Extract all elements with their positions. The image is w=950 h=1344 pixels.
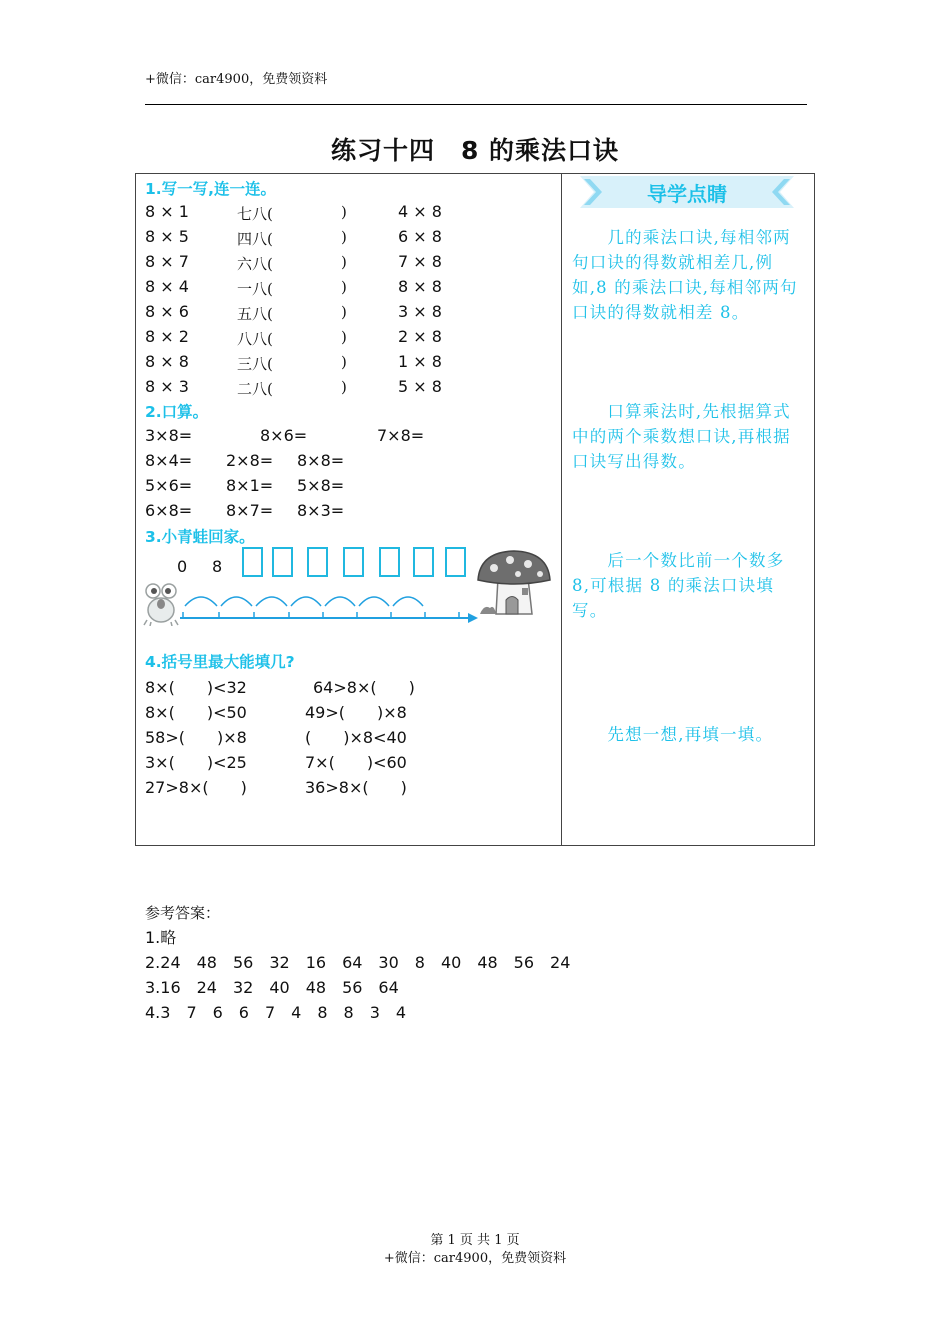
- start-number: 0: [177, 557, 188, 576]
- inequality: 7×( )<60: [305, 753, 407, 772]
- answer-box[interactable]: [242, 547, 263, 577]
- rhyme-label: 六八(: [237, 255, 273, 273]
- banner-text: 导学点睛: [647, 182, 727, 206]
- page-title: 练习十四 8 的乘法口诀: [330, 136, 620, 165]
- calc-item: 8×7=: [226, 501, 274, 520]
- expression: 8 × 6: [145, 302, 189, 321]
- rhyme-label: 五八(: [237, 305, 273, 323]
- calc-item: 6×8=: [145, 501, 193, 520]
- inequality: 58>( )×8: [145, 728, 247, 747]
- expression: 8 × 7: [145, 252, 189, 271]
- section-4-title: 4.括号里最大能填几?: [145, 653, 295, 671]
- rhyme-label: 七八(: [237, 205, 273, 223]
- tip-4: 先想一想,再填一填。: [572, 725, 774, 744]
- inequality: 64>8×( ): [313, 678, 415, 697]
- expression: 5 × 8: [398, 377, 442, 396]
- inequality: 3×( )<25: [145, 753, 247, 772]
- section-2-title: 2.口算。: [145, 403, 209, 421]
- expression: 8 × 3: [145, 377, 189, 396]
- mushroom-house-icon: [474, 548, 554, 620]
- rhyme-close: ): [341, 353, 347, 371]
- calc-item: 8×8=: [297, 451, 345, 470]
- expression: 2 × 8: [398, 327, 442, 346]
- tip-2: 口算乘法时,先根据算式中的两个乘数想口诀,再根据口诀写出得数。: [572, 402, 791, 471]
- inequality: ( )×8<40: [305, 728, 407, 747]
- answer-box[interactable]: [413, 547, 434, 577]
- section-1-title: 1.写一写,连一连。: [145, 180, 277, 198]
- tip-1: 几的乘法口诀,每相邻两句口诀的得数就相差几,例如,8 的乘法口诀,每相邻两句口诀的得数就相差 8。: [572, 228, 798, 322]
- rhyme-close: ): [341, 253, 347, 271]
- answers-heading: 参考答案：: [145, 904, 221, 922]
- expression: 8 × 5: [145, 227, 189, 246]
- answer-box[interactable]: [379, 547, 400, 577]
- start-number: 8: [212, 557, 223, 576]
- expression: 6 × 8: [398, 227, 442, 246]
- rhyme-label: 四八(: [237, 230, 273, 248]
- calc-item: 3×8=: [145, 426, 193, 445]
- rhyme-close: ): [341, 228, 347, 246]
- answer-box[interactable]: [445, 547, 466, 577]
- expression: 7 × 8: [398, 252, 442, 271]
- answer-line: 1.略: [145, 928, 177, 947]
- section-3-title: 3.小青蛙回家。: [145, 528, 255, 546]
- rhyme-close: ): [341, 303, 347, 321]
- answer-box[interactable]: [307, 547, 328, 577]
- calc-item: 8×3=: [297, 501, 345, 520]
- rhyme-close: ): [341, 328, 347, 346]
- number-line: [180, 584, 478, 624]
- expression: 8 × 2: [145, 327, 189, 346]
- answer-line: 3.16 24 32 40 48 56 64: [145, 978, 399, 997]
- expression: 8 × 8: [145, 352, 189, 371]
- calc-item: 2×8=: [226, 451, 274, 470]
- answer-box[interactable]: [343, 547, 364, 577]
- tip-3: 后一个数比前一个数多 8,可根据 8 的乘法口诀填写。: [572, 551, 785, 620]
- expression: 8 × 1: [145, 202, 189, 221]
- header-note: +微信：car4900，免费领资料: [145, 72, 328, 87]
- expression: 8 × 8: [398, 277, 442, 296]
- answer-box[interactable]: [272, 547, 293, 577]
- inequality: 36>8×( ): [305, 778, 407, 797]
- expression: 1 × 8: [398, 352, 442, 371]
- inequality: 27>8×( ): [145, 778, 247, 797]
- calc-item: 8×1=: [226, 476, 274, 495]
- calc-item: 7×8=: [377, 426, 425, 445]
- inequality: 49>( )×8: [305, 703, 407, 722]
- calc-item: 8×6=: [260, 426, 308, 445]
- rhyme-label: 一八(: [237, 280, 273, 298]
- column-divider: [561, 173, 562, 846]
- expression: 3 × 8: [398, 302, 442, 321]
- rhyme-label: 三八(: [237, 355, 273, 373]
- calc-item: 5×6=: [145, 476, 193, 495]
- page-number: 第 1 页 共 1 页: [430, 1233, 520, 1248]
- rhyme-close: ): [341, 378, 347, 396]
- expression: 4 × 8: [398, 202, 442, 221]
- header-divider: [145, 104, 807, 105]
- rhyme-close: ): [341, 278, 347, 296]
- calc-item: 5×8=: [297, 476, 345, 495]
- inequality: 8×( )<50: [145, 703, 247, 722]
- inequality: 8×( )<32: [145, 678, 247, 697]
- answer-line: 4.3 7 6 6 7 4 8 8 3 4: [145, 1003, 407, 1022]
- answer-line: 2.24 48 56 32 16 64 30 8 40 48 56 24: [145, 953, 571, 972]
- rhyme-label: 八八(: [237, 330, 273, 348]
- footer-note: +微信：car4900，免费领资料: [383, 1251, 567, 1266]
- expression: 8 × 4: [145, 277, 189, 296]
- rhyme-label: 二八(: [237, 380, 273, 398]
- frog-icon: [143, 580, 179, 626]
- calc-item: 8×4=: [145, 451, 193, 470]
- rhyme-close: ): [341, 203, 347, 221]
